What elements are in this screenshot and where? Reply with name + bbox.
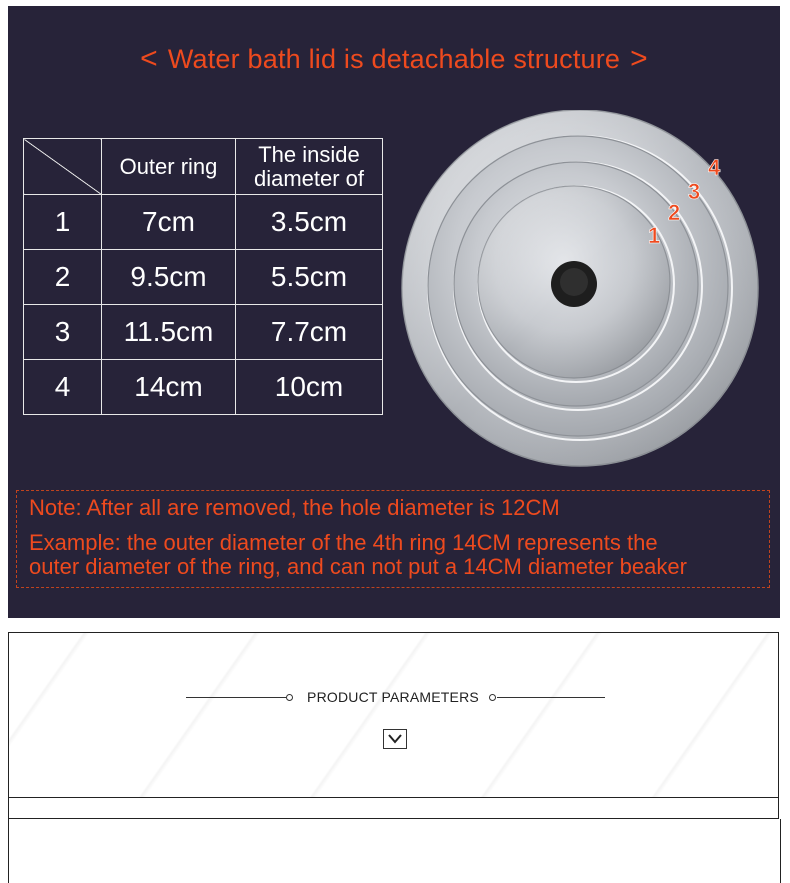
note-line: Note: After all are removed, the hole diameter is 12CM — [29, 495, 560, 520]
divider-dot-right — [489, 694, 496, 701]
parameters-section — [8, 632, 779, 797]
left-bracket: < — [140, 42, 158, 75]
lid-label-4: 4 — [708, 155, 721, 180]
header-inside-line1: The inside — [258, 141, 360, 167]
section-body — [8, 819, 781, 883]
ring-number: 1 — [24, 195, 102, 250]
water-bath-lid-image — [396, 110, 766, 470]
note-box — [16, 490, 770, 588]
ring-number: 2 — [24, 250, 102, 305]
inside-diameter-value: 5.5cm — [236, 250, 383, 305]
divider-right — [497, 697, 605, 698]
divider-left — [186, 697, 286, 698]
header-inside-line2: diameter of — [253, 165, 365, 191]
inside-diameter-value: 10cm — [236, 360, 383, 415]
panel-title — [8, 42, 780, 76]
lid-label-3: 3 — [688, 179, 701, 204]
lid-label-1: 1 — [648, 223, 661, 248]
outer-ring-value: 7cm — [102, 195, 236, 250]
inside-diameter-value: 3.5cm — [236, 195, 383, 250]
outer-ring-value: 11.5cm — [102, 305, 236, 360]
inside-diameter-value: 7.7cm — [236, 305, 383, 360]
section-band — [8, 797, 779, 819]
table-row — [24, 250, 383, 305]
example-line: Example: the outer diameter of the 4th ring 14CM represents the — [29, 530, 658, 555]
lid-illustration — [396, 110, 766, 470]
header-outer-ring: Outer ring — [102, 139, 236, 195]
header-inside-diameter — [236, 139, 383, 195]
ring-number: 3 — [24, 305, 102, 360]
section-title: PRODUCT PARAMETERS — [307, 689, 479, 705]
table-row — [24, 360, 383, 415]
table-row — [24, 305, 383, 360]
table-corner-cell — [24, 139, 102, 195]
right-bracket: > — [630, 42, 648, 75]
lid-label-2: 2 — [668, 200, 681, 225]
title-text: Water bath lid is detachable structure — [167, 44, 621, 74]
divider-dot-left — [286, 694, 293, 701]
outer-ring-value: 14cm — [102, 360, 236, 415]
outer-ring-value: 9.5cm — [102, 250, 236, 305]
chevron-down-icon — [384, 730, 406, 748]
ring-number: 4 — [24, 360, 102, 415]
table-header-row — [24, 139, 383, 195]
ring-size-table — [23, 138, 383, 415]
expand-button[interactable] — [383, 729, 407, 749]
example-line-continued: outer diameter of the ring, and can not put a 14CM diameter beaker — [29, 554, 687, 579]
table-row — [24, 195, 383, 250]
feature-panel — [8, 6, 780, 618]
